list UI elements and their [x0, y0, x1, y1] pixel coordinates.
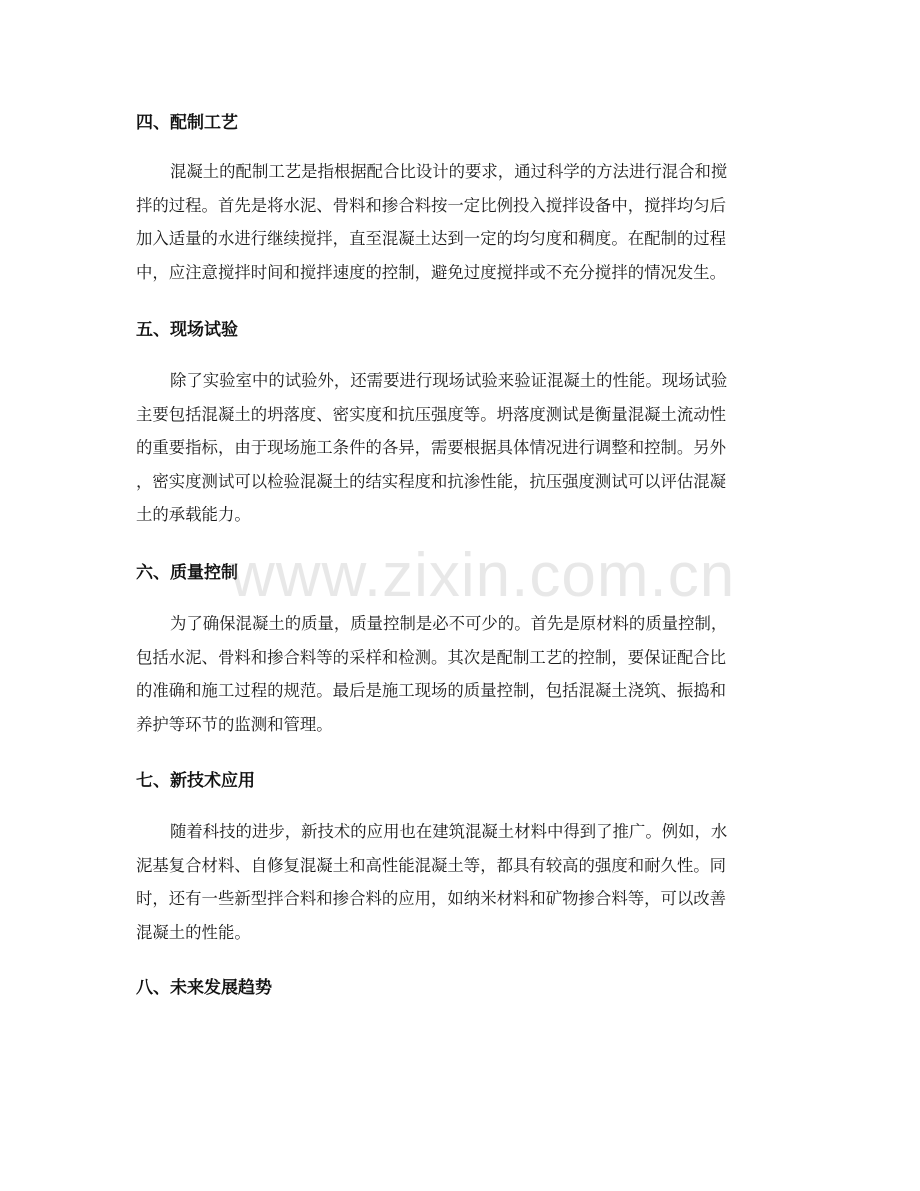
paragraph-line: 加入适量的水进行继续搅拌，直至混凝土达到一定的均匀度和稠度。在配制的过程 [136, 229, 727, 248]
paragraph-line: 时，还有一些新型拌合料和掺合料的应用，如纳米材料和矿物掺合料等，可以改善 [136, 889, 727, 908]
paragraph-line: 养护等环节的监测和管理。 [136, 714, 333, 734]
section-paragraph-7 [136, 815, 786, 949]
paragraph-line: 为了确保混凝土的质量，质量控制是必不可少的。首先是原材料的质量控制， [170, 614, 728, 633]
paragraph-line: 的准确和施工过程的规范。最后是施工现场的质量控制，包括混凝土浇筑、振捣和 [136, 681, 727, 700]
paragraph-line: 的重要指标，由于现场施工条件的各异，需要根据具体情况进行调整和控制。另外 [136, 438, 727, 457]
paragraph-line: 随着科技的进步，新技术的应用也在建筑混凝土材料中得到了推广。例如，水 [170, 822, 728, 841]
paragraph-line: 除了实验室中的试验外，还需要进行现场试验来验证混凝土的性能。现场试验 [170, 371, 728, 390]
section-heading-8: 八、未来发展趋势 [136, 978, 272, 998]
section-heading-5: 五、现场试验 [136, 320, 238, 340]
paragraph-line: 混凝土的配制工艺是指根据配合比设计的要求，通过科学的方法进行混合和搅 [170, 162, 728, 181]
paragraph-line: 中，应注意搅拌时间和搅拌速度的控制，避免过度搅拌或不充分搅拌的情况发生。 [136, 262, 727, 282]
section-paragraph-6 [136, 607, 786, 741]
paragraph-line: 包括水泥、骨料和掺合料等的采样和检测。其次是配制工艺的控制，要保证配合比 [136, 647, 727, 667]
section-paragraph-4 [136, 155, 786, 289]
paragraph-line: 拌的过程。首先是将水泥、骨料和掺合料按一定比例投入搅拌设备中，搅拌均匀后 [136, 195, 727, 215]
paragraph-line: 混凝土的性能。 [136, 922, 251, 942]
watermark: www.zixin.com.cn [230, 541, 736, 610]
paragraph-line: 主要包括混凝土的坍落度、密实度和抗压强度等。坍落度测试是衡量混凝土流动性 [136, 404, 727, 424]
paragraph-line: 泥基复合材料、自修复混凝土和高性能混凝土等，都具有较高的强度和耐久性。同 [136, 855, 727, 875]
section-heading-6: 六、质量控制 [136, 563, 238, 583]
paragraph-line: ，密实度测试可以检验混凝土的结实程度和抗渗性能，抗压强度测试可以评估混凝 [136, 471, 727, 491]
paragraph-line: 土的承载能力。 [136, 505, 251, 524]
section-heading-4: 四、配制工艺 [136, 113, 238, 133]
section-heading-7: 七、新技术应用 [136, 771, 255, 791]
section-paragraph-5 [136, 364, 786, 532]
